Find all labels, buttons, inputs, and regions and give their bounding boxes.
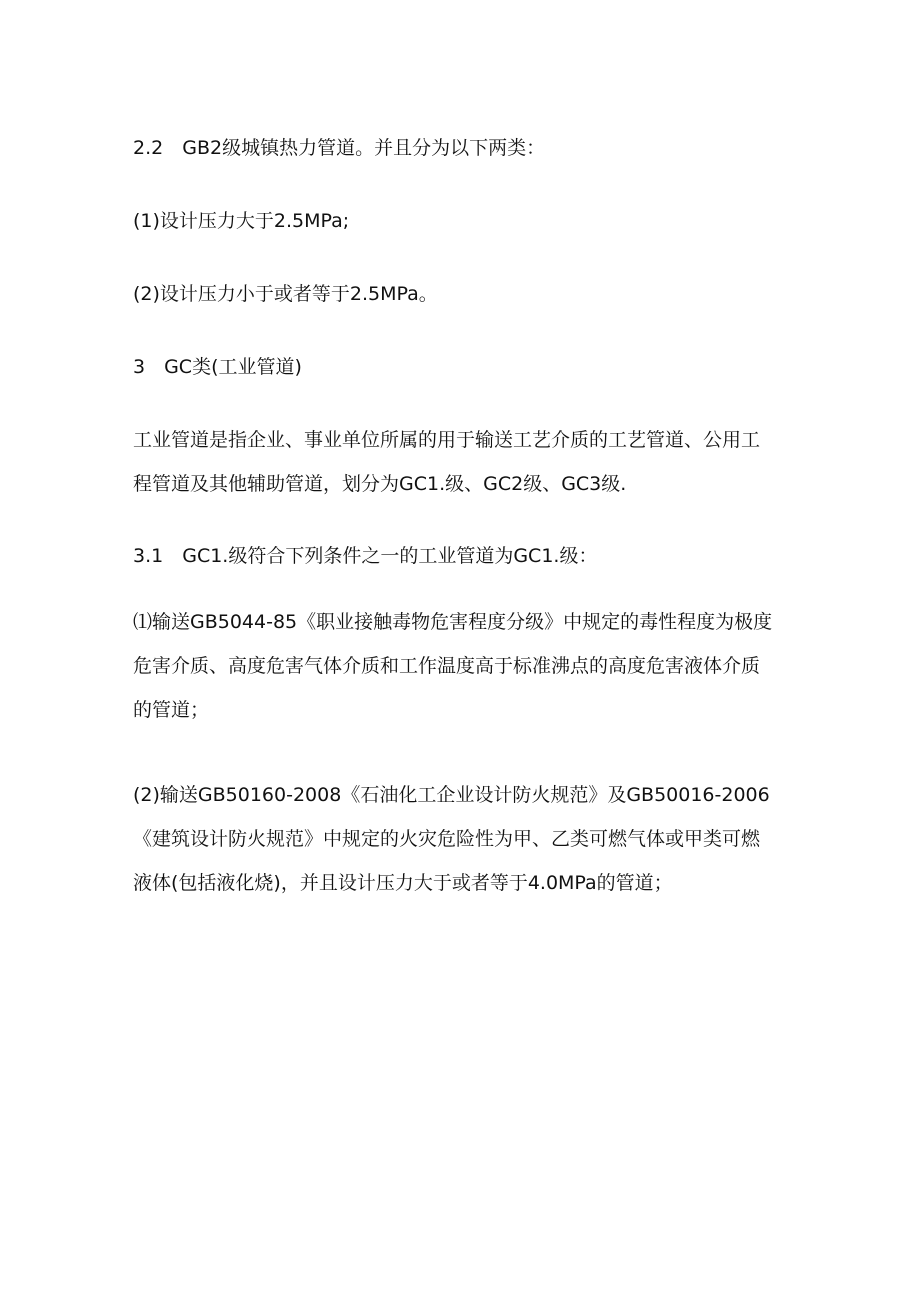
section-2-2-heading [133, 126, 803, 170]
text-line: (2)设计压力小于或者等于2.5MPa。 [133, 283, 438, 305]
text-line: 液体(包括液化烧)，并且设计压力大于或者等于4.0MPa的管道； [133, 872, 673, 894]
text-line: (1)设计压力大于2.5MPa; [133, 210, 350, 232]
list-item-1 [133, 199, 803, 243]
text-line: 危害介质、高度危害气体介质和工作温度高于标准沸点的高度危害液体介质 [133, 655, 761, 677]
text-line: 2.2 GB2级城镇热力管道。并且分为以下两类： [133, 137, 546, 159]
industrial-pipeline-definition [133, 418, 803, 506]
text-line: (2)输送GB50160-2008《石油化工企业设计防火规范》及GB50016-2006 [133, 784, 770, 806]
text-line: 工业管道是指企业、事业单位所属的用于输送工艺介质的工艺管道、公用工 [133, 429, 761, 451]
section-3-1-heading [133, 534, 803, 578]
text-line: 3.1 GC1.级符合下列条件之一的工业管道为GC1.级： [133, 545, 598, 567]
condition-item-1 [133, 600, 803, 732]
text-line: 《建筑设计防火规范》中规定的火灾危险性为甲、乙类可燃气体或甲类可燃 [133, 828, 761, 850]
section-3-heading [133, 345, 803, 389]
text-line: 的管道； [133, 699, 210, 721]
condition-item-2 [133, 773, 803, 905]
text-line: ⑴输送GB5044-85《职业接触毒物危害程度分级》中规定的毒性程度为极度 [133, 611, 773, 633]
text-line: 程管道及其他辅助管道，划分为GC1.级、GC2级、GC3级. [133, 473, 627, 495]
list-item-2 [133, 272, 803, 316]
text-line: 3 GC类(工业管道) [133, 356, 302, 378]
